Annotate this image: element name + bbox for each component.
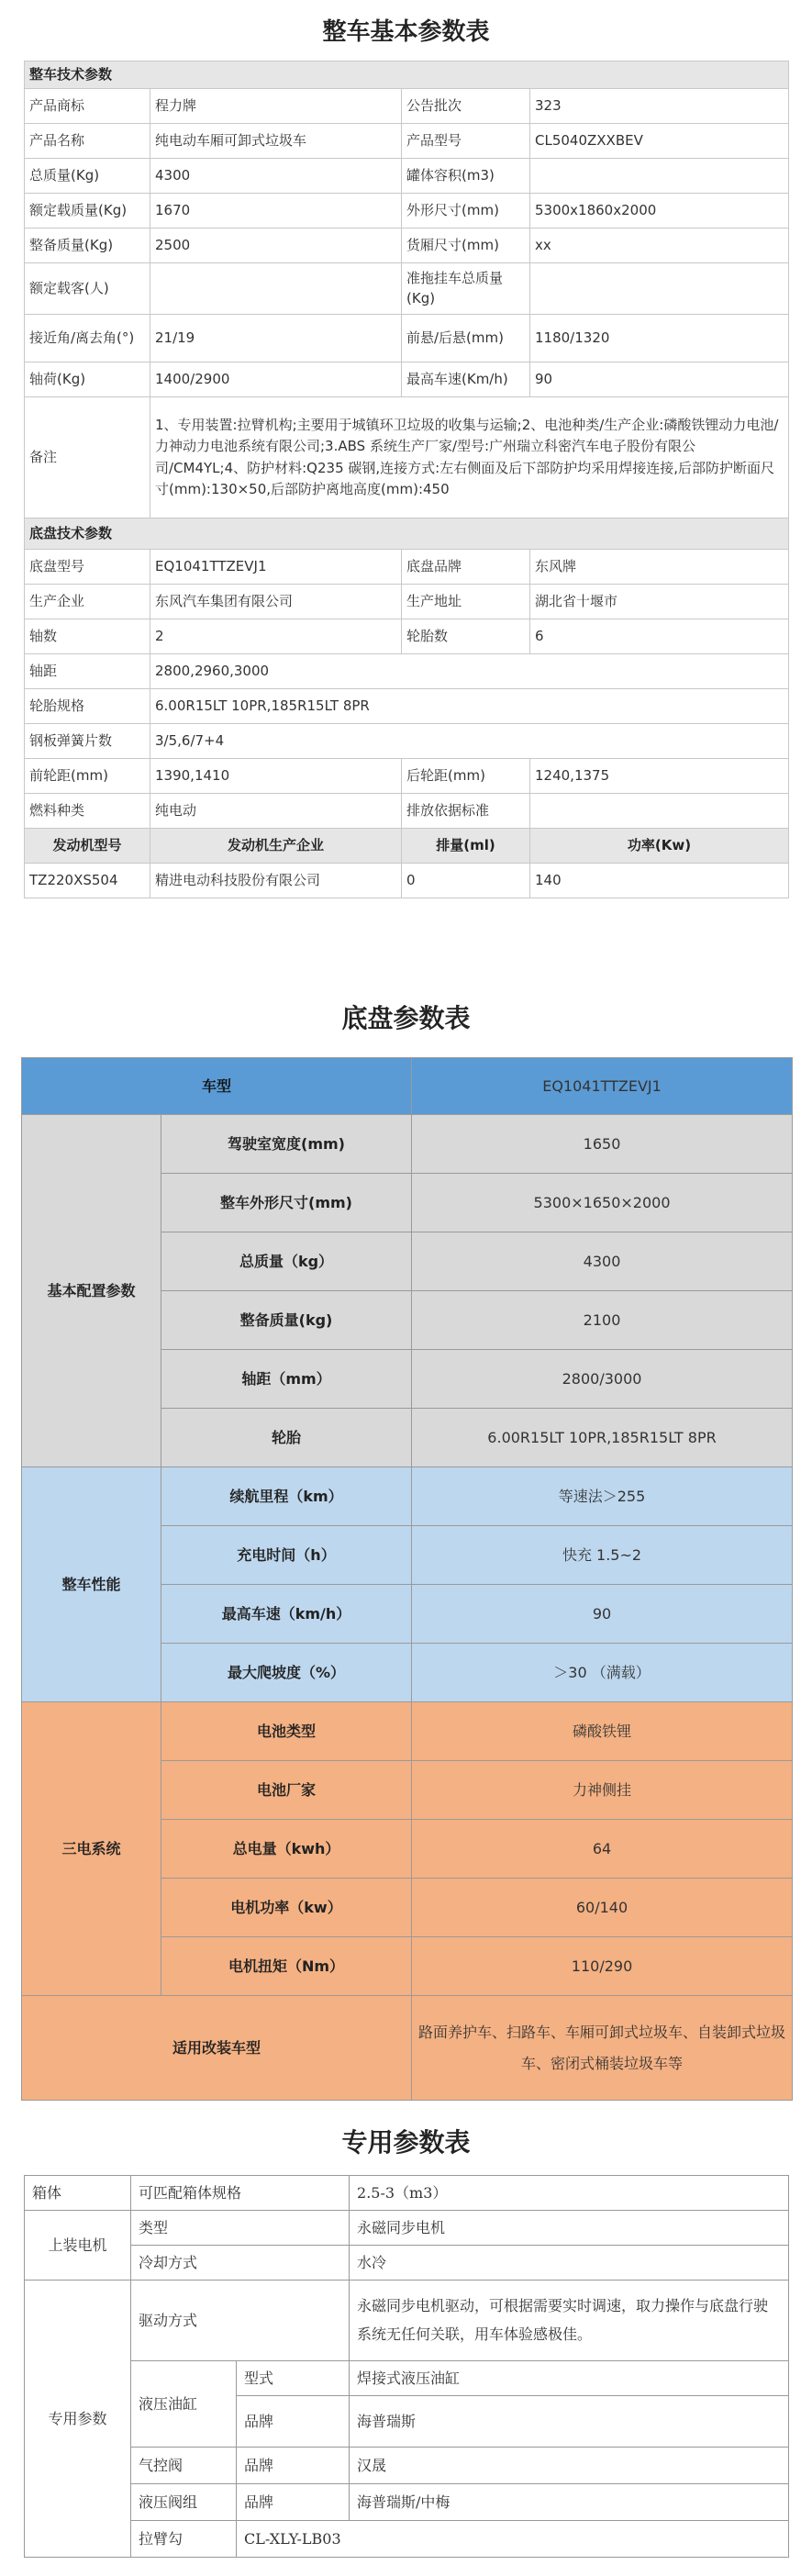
param-value: 90 [530, 362, 789, 397]
param-value: 6 [530, 619, 789, 654]
param-value: 湖北省十堰市 [530, 585, 789, 619]
spec-value: 5300×1650×2000 [412, 1174, 793, 1232]
hydraulic-brand-value: 海普瑞斯 [350, 2396, 789, 2448]
param-value [150, 263, 402, 315]
param-label: 货厢尺寸(mm) [402, 229, 530, 263]
engine-header: 发动机生产企业 [150, 829, 402, 864]
vehicle-params-table [24, 61, 789, 898]
box-label: 箱体 [25, 2176, 131, 2211]
param-value: 东风汽车集团有限公司 [150, 585, 402, 619]
spec-value: 90 [412, 1585, 793, 1644]
param-label: 前悬/后悬(mm) [402, 315, 530, 362]
param-value: 3/5,6/7+4 [150, 724, 789, 759]
group-electric-system: 三电系统 [22, 1702, 161, 1996]
engine-value: TZ220XS504 [25, 864, 150, 898]
param-value [530, 159, 789, 194]
param-label: 底盘型号 [25, 550, 150, 585]
hydraulic-model-label: 型式 [237, 2361, 350, 2396]
param-label: 轴数 [25, 619, 150, 654]
spec-label: 充电时间（h） [161, 1526, 412, 1585]
param-label: 公告批次 [402, 89, 530, 124]
spec-label: 总质量（kg） [161, 1232, 412, 1291]
param-label: 燃料种类 [25, 794, 150, 829]
motor-type-label: 类型 [131, 2211, 350, 2246]
engine-header: 发动机型号 [25, 829, 150, 864]
param-label: 额定载质量(Kg) [25, 194, 150, 229]
model-header-value: EQ1041TTZEVJ1 [412, 1058, 793, 1115]
param-label: 后轮距(mm) [402, 759, 530, 794]
box-sub-label: 可匹配箱体规格 [131, 2176, 350, 2211]
param-value: 程力牌 [150, 89, 402, 124]
engine-header: 排量(ml) [402, 829, 530, 864]
box-value: 2.5-3（m3） [350, 2176, 789, 2211]
section3-title: 专用参数表 [341, 2127, 471, 2158]
spec-value: 2800/3000 [412, 1350, 793, 1409]
model-header-label: 车型 [22, 1058, 412, 1115]
drive-label: 驱动方式 [131, 2280, 350, 2361]
spec-label: 电池厂家 [161, 1761, 412, 1820]
param-value: 21/19 [150, 315, 402, 362]
spec-label: 轴距（mm） [161, 1350, 412, 1409]
param-value: 1400/2900 [150, 362, 402, 397]
engine-value: 0 [402, 864, 530, 898]
param-value: 1670 [150, 194, 402, 229]
param-label: 罐体容积(m3) [402, 159, 530, 194]
spec-value: 2100 [412, 1291, 793, 1350]
param-label: 准拖挂车总质量(Kg) [402, 263, 530, 315]
spec-value: ＞30 （满载） [412, 1644, 793, 1702]
applicable-models-label: 适用改装车型 [22, 1996, 412, 2101]
group-performance: 整车性能 [22, 1467, 161, 1702]
param-label: 轮胎规格 [25, 689, 150, 724]
param-label: 整备质量(Kg) [25, 229, 150, 263]
spec-label: 驾驶室宽度(mm) [161, 1115, 412, 1174]
param-value: 6.00R15LT 10PR,185R15LT 8PR [150, 689, 789, 724]
applicable-models-value: 路面养护车、扫路车、车厢可卸式垃圾车、自装卸式垃圾车、密闭式桶装垃圾车等 [412, 1996, 793, 2101]
spec-label: 总电量（kwh） [161, 1820, 412, 1879]
param-value: 5300x1860x2000 [530, 194, 789, 229]
special-params-label: 专用参数 [25, 2280, 131, 2558]
air-valve-label: 气控阀 [131, 2448, 237, 2484]
hydraulic-brand-label: 品牌 [237, 2396, 350, 2448]
param-value: 东风牌 [530, 550, 789, 585]
spec-label: 最大爬坡度（%） [161, 1644, 412, 1702]
spec-label: 整车外形尺寸(mm) [161, 1174, 412, 1232]
param-label: 额定载客(人) [25, 263, 150, 315]
spec-value: 4300 [412, 1232, 793, 1291]
motor-label: 上装电机 [25, 2211, 131, 2280]
param-label: 排放依据标准 [402, 794, 530, 829]
param-value: 2 [150, 619, 402, 654]
param-label: 最高车速(Km/h) [402, 362, 530, 397]
param-label: 总质量(Kg) [25, 159, 150, 194]
param-value: 2500 [150, 229, 402, 263]
param-label: 接近角/离去角(°) [25, 315, 150, 362]
vehicle-section-header: 整车技术参数 [25, 61, 789, 89]
param-label: 产品商标 [25, 89, 150, 124]
drive-value: 永磁同步电机驱动，可根据需要实时调速，取力操作与底盘行驶系统无任何关联，用车体验感极佳。 [350, 2280, 789, 2361]
spec-value: 磷酸铁锂 [412, 1702, 793, 1761]
section2-title: 底盘参数表 [341, 1003, 471, 1033]
param-label: 生产企业 [25, 585, 150, 619]
param-label: 轮胎数 [402, 619, 530, 654]
spec-label: 轮胎 [161, 1409, 412, 1467]
valve-group-brand-value: 海普瑞斯/中梅 [350, 2484, 789, 2521]
hydraulic-cylinder-label: 液压油缸 [131, 2361, 237, 2448]
engine-value: 140 [530, 864, 789, 898]
section1-title: 整车基本参数表 [322, 18, 490, 46]
air-valve-brand-label: 品牌 [237, 2448, 350, 2484]
valve-group-brand-label: 品牌 [237, 2484, 350, 2521]
spec-label: 电池类型 [161, 1702, 412, 1761]
param-value: 1240,1375 [530, 759, 789, 794]
param-label: 产品名称 [25, 124, 150, 159]
param-value: 纯电动车厢可卸式垃圾车 [150, 124, 402, 159]
param-label: 产品型号 [402, 124, 530, 159]
chassis-params-table [21, 1057, 793, 2101]
spec-label: 最高车速（km/h） [161, 1585, 412, 1644]
spec-value: 60/140 [412, 1879, 793, 1937]
param-label: 钢板弹簧片数 [25, 724, 150, 759]
param-value: 纯电动 [150, 794, 402, 829]
spec-label: 续航里程（km） [161, 1467, 412, 1526]
param-value [530, 263, 789, 315]
remarks-label: 备注 [25, 397, 150, 519]
param-value: 2800,2960,3000 [150, 654, 789, 689]
spec-value: 力神侧挂 [412, 1761, 793, 1820]
chassis-section-header: 底盘技术参数 [25, 519, 789, 550]
param-label: 底盘品牌 [402, 550, 530, 585]
motor-cooling-label: 冷却方式 [131, 2246, 350, 2280]
spec-label: 整备质量(kg) [161, 1291, 412, 1350]
param-value: xx [530, 229, 789, 263]
spec-value: 快充 1.5~2 [412, 1526, 793, 1585]
param-value: 323 [530, 89, 789, 124]
group-basic-config: 基本配置参数 [22, 1115, 161, 1467]
param-value: EQ1041TTZEVJ1 [150, 550, 402, 585]
param-label: 前轮距(mm) [25, 759, 150, 794]
spec-label: 电机功率（kw） [161, 1879, 412, 1937]
hook-value: CL-XLY-LB03 [237, 2521, 789, 2558]
spec-value: 等速法＞255 [412, 1467, 793, 1526]
special-params-table [24, 2175, 789, 2558]
param-value: 1390,1410 [150, 759, 402, 794]
motor-cooling-value: 水冷 [350, 2246, 789, 2280]
spec-label: 电机扭矩（Nm） [161, 1937, 412, 1996]
param-value: CL5040ZXXBEV [530, 124, 789, 159]
hook-label: 拉臂勾 [131, 2521, 237, 2558]
air-valve-brand-value: 汉晟 [350, 2448, 789, 2484]
param-value: 1180/1320 [530, 315, 789, 362]
param-label: 外形尺寸(mm) [402, 194, 530, 229]
spec-value: 6.00R15LT 10PR,185R15LT 8PR [412, 1409, 793, 1467]
param-label: 轴荷(Kg) [25, 362, 150, 397]
spec-value: 1650 [412, 1115, 793, 1174]
remarks-text: 1、专用装置:拉臂机构;主要用于城镇环卫垃圾的收集与运输;2、电池种类/生产企业:磷酸铁锂动力电池/力神动力电池系统有限公司;3.ABS 系统生产厂家/型号:广州瑞立科密汽车电子股份有限公司/CM4YL;4、防护材料:Q235 碳钢,连接方式:左右侧面及后下部防护均采用焊接连接,后部防护断面尺寸(mm):130×50,后部防护离地高度(mm):450 [150, 397, 789, 519]
param-value: 4300 [150, 159, 402, 194]
spec-value: 64 [412, 1820, 793, 1879]
engine-value: 精进电动科技股份有限公司 [150, 864, 402, 898]
param-value [530, 794, 789, 829]
hydraulic-model-value: 焊接式液压油缸 [350, 2361, 789, 2396]
param-label: 轴距 [25, 654, 150, 689]
spec-value: 110/290 [412, 1937, 793, 1996]
engine-header: 功率(Kw) [530, 829, 789, 864]
valve-group-label: 液压阀组 [131, 2484, 237, 2521]
motor-type-value: 永磁同步电机 [350, 2211, 789, 2246]
param-label: 生产地址 [402, 585, 530, 619]
